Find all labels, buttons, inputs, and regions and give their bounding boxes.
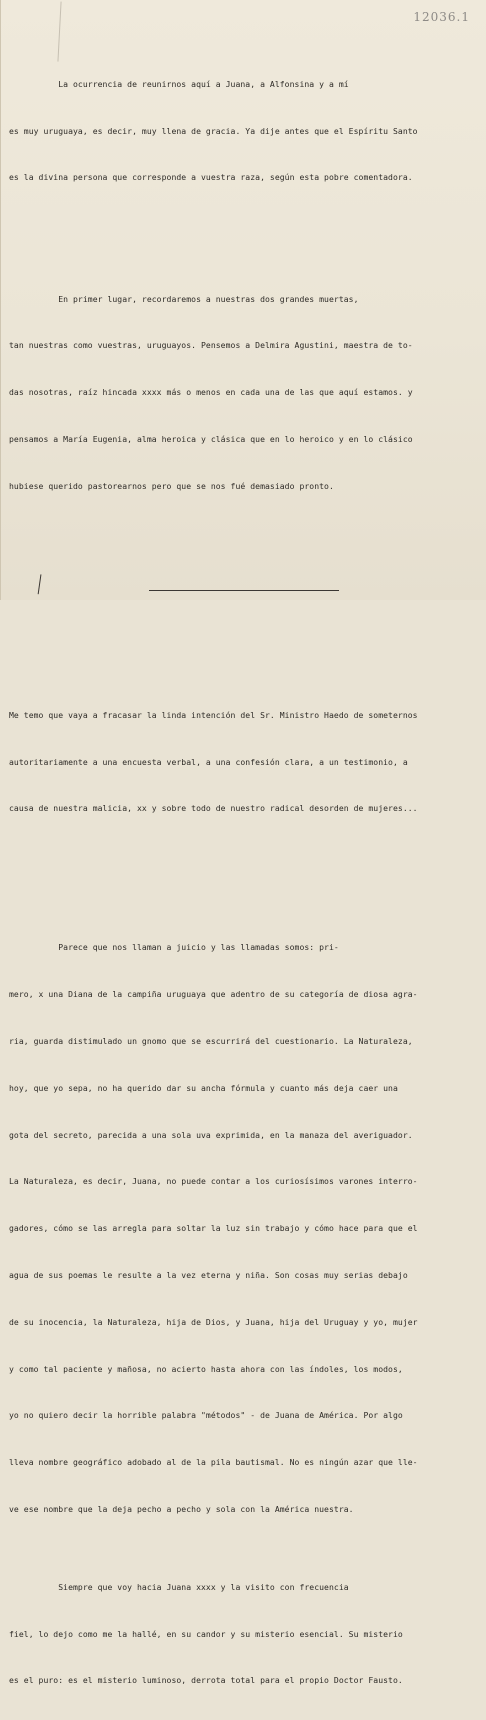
text-line: y como tal paciente y mañosa, no acierto hasta ahora con las índoles, los modos, <box>9 1363 403 1374</box>
text-line: gadores, cómo se las arregla para soltar la luz sin trabajo y cómo hace para que el <box>9 1223 418 1234</box>
text-line: causa de nuestra malicia, xx y sobre todo de nuestro radical desorden de mujeres... <box>9 803 418 814</box>
text-line: hubiese querido pastorearnos pero que se nos fué demasiado pronto. <box>9 480 334 491</box>
text-line: gota del secreto, parecida a una sola uva exprimida, en la manaza del averiguador. <box>9 1129 413 1140</box>
text-line: mero, x una Diana de la campiña uruguaya que adentro de su categoría de diosa agra- <box>9 989 418 1000</box>
text-line: La ocurrencia de reunirnos aquí a Juana, a Alfonsina y a mí <box>9 78 349 89</box>
text-line: pensamos a María Eugenia, alma heroica y clásica que en lo heroico y en lo clásico <box>9 433 413 444</box>
text-line: es el puro: es el misterio luminoso, derrota total para el propio Doctor Fausto. <box>9 1675 403 1686</box>
text-line: La Naturaleza, es decir, Juana, no puede contar a los curiosísimos varones interro- <box>9 1176 418 1187</box>
text-line: es muy uruguaya, es decir, muy llena de gracia. Ya dije antes que el Espíritu Santo <box>9 125 418 136</box>
text-line: fiel, lo dejo como me la hallé, en su candor y su misterio esencial. Su misterio <box>9 1628 403 1639</box>
text-line: Me temo que vaya a fracasar la linda intención del Sr. Ministro Haedo de someternos <box>9 709 418 720</box>
text-line: agua de sus poemas le resulte a la vez eterna y niña. Son cosas muy serias debajo <box>9 1269 408 1280</box>
text-line: ve ese nombre que la deja pecho a pecho y sola con la América nuestra. <box>9 1503 354 1514</box>
text-line: lleva nombre geográfico adobado al de la pila bautismal. No es ningún azar que lle- <box>9 1457 418 1468</box>
text-line: de su inocencia, la Naturaleza, hija de Dios, y Juana, hija del Uruguay y yo, mujer <box>9 1316 418 1327</box>
text-line: autoritariamente a una encuesta verbal, a una confesión clara, a un testimonio, a <box>9 756 408 767</box>
text-line: En primer lugar, recordaremos a nuestras dos grandes muertas, <box>9 293 359 304</box>
document-body <box>9 30 479 1720</box>
text-line: ria, guarda distimulado un gnomo que se escurrirá del cuestionario. La Naturaleza, <box>9 1036 413 1047</box>
section-divider <box>9 584 479 598</box>
text-line: Parece que nos llaman a juicio y las llamadas somos: pri- <box>9 942 339 953</box>
text-line: yo no quiero decir la horrible palabra "métodos" - de Juana de América. Por algo <box>9 1410 403 1421</box>
paragraph-gap <box>9 629 479 645</box>
text-line: hoy, que yo sepa, no ha querido dar su ancha fórmula y cuanto más deja caer una <box>9 1082 398 1093</box>
text-line: das nosotras, raíz hincada xxxx más o menos en cada una de las que aquí estamos. y <box>9 387 413 398</box>
paragraph-gap <box>9 541 479 553</box>
text-line: es la divina persona que corresponde a vuestra raza, según esta pobre comentadora. <box>9 172 413 183</box>
text-line: tan nuestras como vuestras, uruguayos. Pensemos a Delmira Agustini, maestra de to- <box>9 340 413 351</box>
archive-number: 12036.1 <box>413 10 470 24</box>
paragraph-gap <box>9 848 479 878</box>
paragraph-gap <box>9 217 479 229</box>
text-line: Siempre que voy hacia Juana xxxx y la visito con frecuencia <box>9 1581 349 1592</box>
